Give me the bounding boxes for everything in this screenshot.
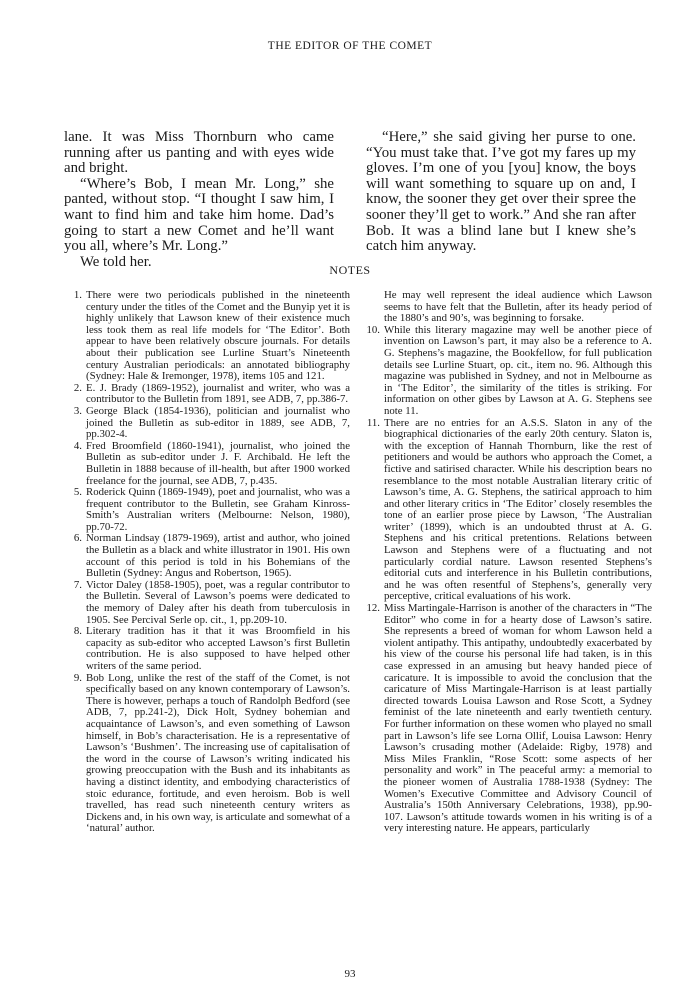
note-number: 4. (73, 439, 82, 452)
note-text: Roderick Quinn (1869-1949), poet and journalist, who was a frequent contributor to the Bulletin, see Graham Kinross-Smith’s Australian writers (Melbourne: Nelson, 1980), pp.70-72. (86, 486, 350, 533)
note-text: There were two periodicals published in the nineteenth century under the titles of the Comet and the Bunyip yet it is highly unlikely that Lawson knew of their existence much less took them as real life models for ‘The Editor’. Both appear to have been relatively obscure journals. For details about their publication see Lurline Stuart’s Nineteenth century Australian periodicals: an annotated bibliography (Sydney: Hale & Iremonger, 1978), items 105 and 121. (86, 289, 350, 383)
note-number: 9. (73, 671, 82, 684)
note-text: While this literary magazine may well be another piece of invention on Lawson’s part, it may also be a reference to A. G. Stephens’s magazine, the Bookfellow, for full publication details see Lurline Stuart, op. cit., item no. 96. Although this magazine was published in Sydney, and not in Melbourne as in ‘The Editor’, the similarity of the titles is striking. For information on other gibes by Lawson at A. G. Stephens see note 11. (384, 323, 652, 417)
note-number: 3. (73, 404, 82, 417)
running-title: THE EDITOR OF THE COMET (267, 40, 433, 52)
note-text: Fred Broomfield (1860-1941), journalist, who joined the Bulletin as sub-editor under J. F. Archibald. He left the Bulletin in 1888 because of ill-health, but after 1900 worked freelance for the journal, see ADB, 7, p.435. (86, 439, 350, 487)
notes-left-column (64, 290, 350, 835)
note-text: Norman Lindsay (1879-1969), artist and author, who joined the Bulletin as a black and white illustrator in 1901. His own account of this period is told in his Bohemians of the Bulletin (Sydney: Angus and Robertson, 1965). (86, 532, 350, 580)
note-number: 8. (73, 625, 82, 638)
note-item (64, 383, 350, 406)
body-text-left-column (64, 130, 334, 270)
note-item (362, 418, 652, 604)
note-item (362, 325, 652, 418)
note-text: Literary tradition has it that it was Broomfield in his capacity as sub-editor who accepted Lawson’s first Bulletin contribution. He is also supposed to have helped other writers of the same period. (86, 625, 350, 672)
body-paragraph: We told her. (80, 253, 152, 270)
note-item (64, 406, 350, 441)
note-text: E. J. Brady (1869-1952), journalist and writer, who was a contributor to the Bulletin from 1891, see ADB, 7, pp.386-7. (86, 381, 350, 406)
page-number: 93 (344, 968, 356, 980)
body-paragraph: lane. It was Miss Thornburn who came running after us panting and with eyes wide and bright. (64, 129, 334, 177)
note-text: Miss Martingale-Harrison is another of the characters in “The Editor” who come in for a hearty dose of Lawson’s satire. She represents a breed of woman for whom Lawson held a violent antipathy. This antipathy, undoubtedly exacerbated by his view of the course his personal life had taken, is in this case expressed in an amusing but heavy handed piece of caricature. It is impossible to avoid the conclusion that the caricature of Miss Martingale-Harrison is at least partially directed towards Louisa Lawson and Rose Scott, a Sydney feminist of the late nineteenth and early twentieth century. For further information on these women who played no small part in Lawson’s life see Lorna Ollif, Louisa Lawson: Henry Lawson’s crusading mother (Adelaide: Rigby, 1978) and Miss Miles Franklin, “Rose Scott: some aspects of her personality and work” in The peaceful army: a memorial to the pioneer women of Australia 1788-1938 (Sydney: The Women’s Executive Committee and Advisory Council of Australia’s 150th Anniversary Celebrations, 1938), pp.90-107. Lawson’s attitude towards women in his writing is of a very interesting nature. He appears, particularly (384, 602, 652, 835)
note-item (64, 673, 350, 835)
note-number: 2. (73, 381, 82, 394)
notes-right-column (362, 290, 652, 835)
note-number: 1. (73, 289, 82, 301)
notes-heading: NOTES (329, 263, 371, 277)
note-item (64, 441, 350, 487)
note-continuation: He may well represent the ideal audience which Lawson seems to have felt that the Bulletin, after its heady period of the 1880’s and 90’s, was beginning to forsake. (384, 289, 652, 325)
note-item (64, 626, 350, 672)
note-number: 6. (73, 532, 82, 545)
note-text: Bob Long, unlike the rest of the staff of the Comet, is not specifically based on any known contemporary of Lawson’s. There is however, perhaps a touch of Randolph Bedford (see ADB, 7, pp.241-2), Dick Holt, Sydney bohemian and acquaintance of Lawson’s, and even something of Lawson himself, in Bob’s characterisation. He is a representative of Lawson’s ‘Bushmen’. The increasing use of capitalisation of the word in the course of Lawson’s writing indicated his growing preoccupation with the Bush and its inhabitants as having a distinct identity, and embodying characteristics of stoic edurance, fortitude, and even heroism. Bob is well travelled, has read such nineteenth century writers as Dickens and, in his own way, is articulate and somewhat of a ‘natural’ author. (86, 671, 350, 835)
note-item (64, 580, 350, 626)
body-paragraph: “Here,” she said giving her purse to one. “You must take that. I’ve got my fares up my gloves. I’m one of you [you] know, the boys will want something to square up on and, I know, the sooner they get over their spree the sooner they’ll get to work.” And she ran after Bob. It was a blind lane but I knew she’s catch him anyway. (366, 129, 636, 255)
note-item (64, 487, 350, 533)
note-number: 7. (73, 578, 82, 591)
note-item (64, 290, 350, 383)
note-number: 10. (366, 323, 380, 336)
note-text: Victor Daley (1858-1905), poet, was a regular contributor to the Bulletin. Several of Lawson’s poems were dedicated to the memory of Daley after his death from tuberculosis in 1905. See Percival Serle op. cit., 1, pp.209-10. (86, 578, 350, 626)
note-number: 5. (73, 486, 82, 499)
body-paragraph: “Where’s Bob, I mean Mr. Long,” she panted, without stop. “I thought I saw him, I want to find him and take him home. Dad’s going to start a new Comet and he’ll want you all, where’s Mr. Long.” (64, 175, 334, 255)
body-text-right-column (366, 130, 636, 255)
note-text: George Black (1854-1936), politician and journalist who joined the Bulletin as sub-editor in 1889, see ADB, 7, pp.302-4. (86, 404, 350, 441)
note-number: 11. (366, 416, 380, 429)
note-text: There are no entries for an A.S.S. Slaton in any of the biographical dictionaries of the early 20th century. Slaton is, with the exception of Hannah Thornburn, like the rest of petitioners and would be authors who approach the Comet, a fictive and satirised character. While his description bears no resemblance to the most notable Australian literary critic of Lawson’s time, A. G. Stephens, the satirical approach to him and other literary critics in ‘The Editor’ closely resembles the tone of an earlier prose piece by Lawson, ‘The Australian writer’ (1899), which is an undoubted thrust at A. G. Stephens and his critical pretentions. Relations between Lawson and Stephens were of a fluctuating and not particularly cordial nature. Lawson resented Stephens’s editorial cuts and interference in his Bulletin contributions, and he was often resentful of Stephens’s, generally very perceptive, critical evaluations of his work. (384, 416, 652, 603)
note-item (362, 603, 652, 835)
note-item (64, 533, 350, 579)
note-number: 12. (366, 602, 380, 615)
